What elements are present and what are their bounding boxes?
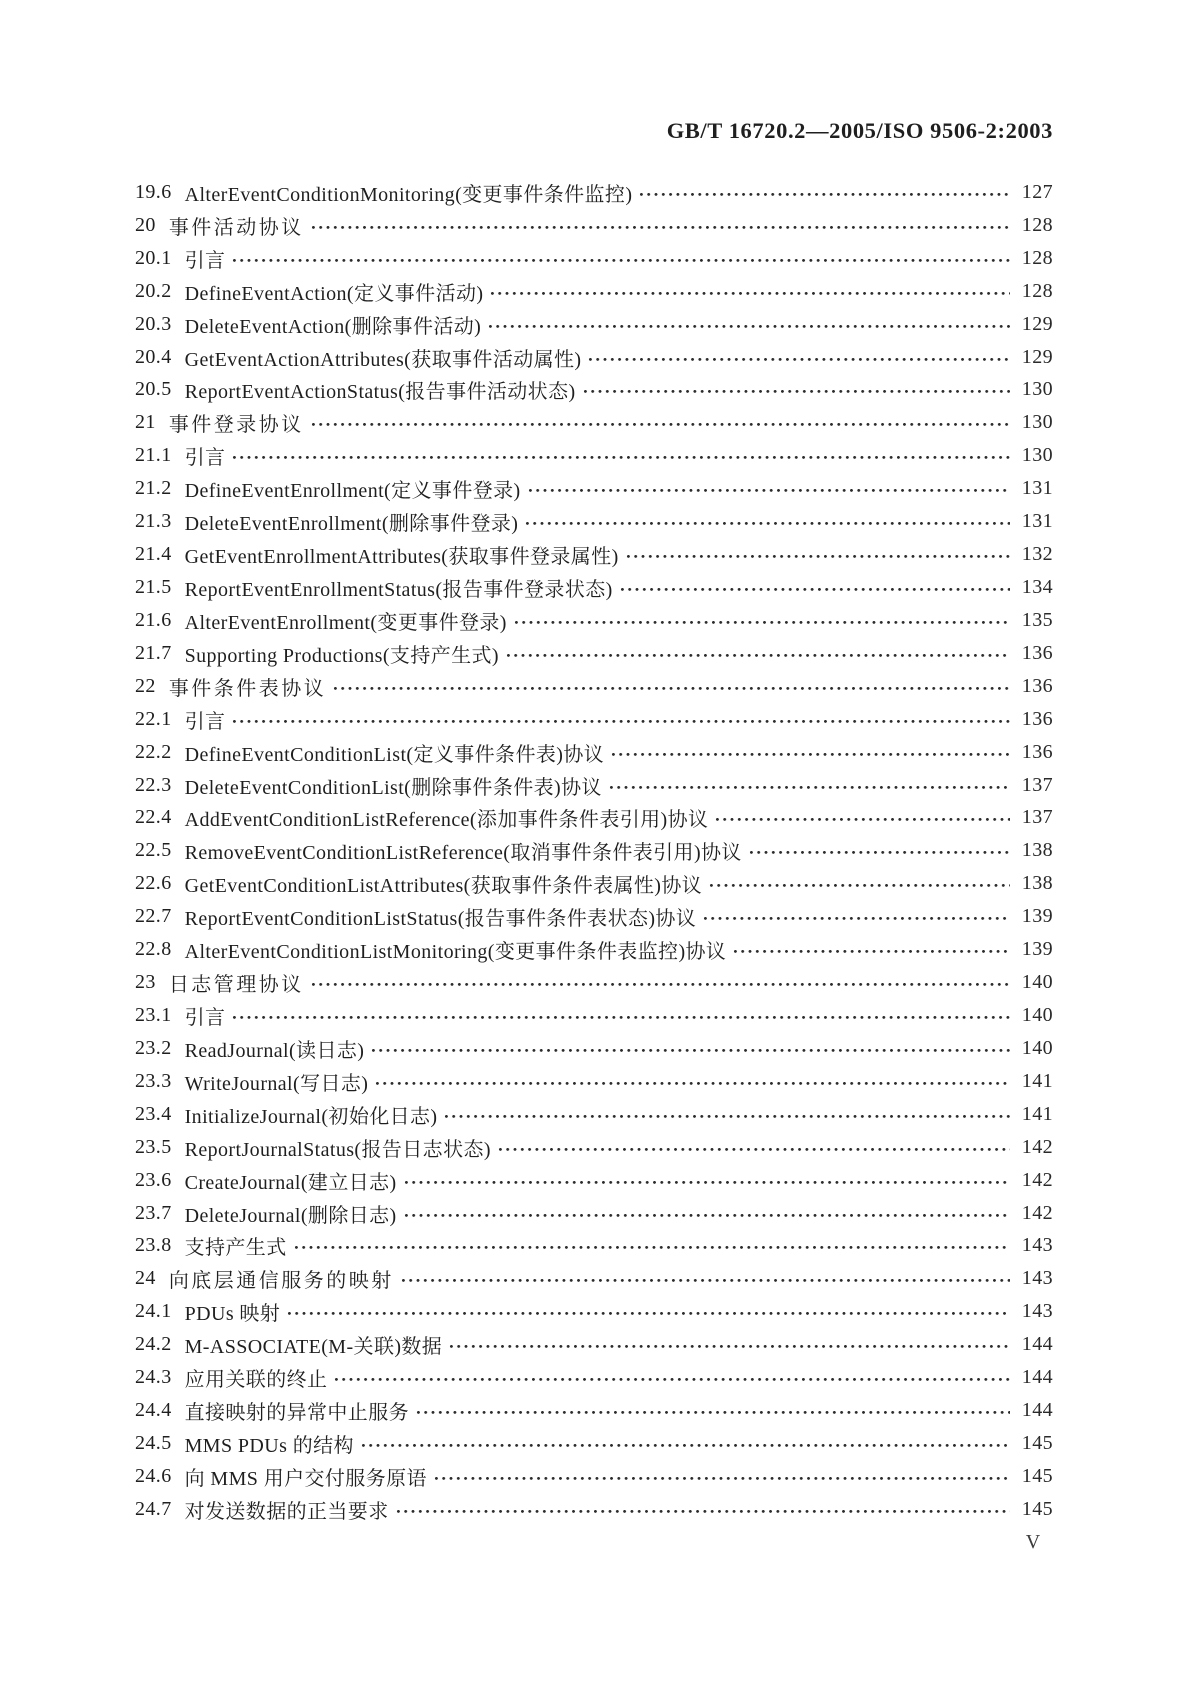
toc-entry <box>135 604 1053 637</box>
dot-leader <box>311 422 1010 427</box>
toc-entry-title: 应用关联的终止 <box>184 1369 328 1392</box>
toc-entry-number: 21.5 <box>135 576 172 599</box>
toc-entry-title: DeleteEventAction(删除事件活动) <box>184 315 482 338</box>
toc-entry-title: 直接映射的异常中止服务 <box>184 1402 410 1425</box>
dot-leader <box>609 785 1010 790</box>
toc-entry-number: 23.1 <box>135 1004 172 1026</box>
toc-entry-page: 143 <box>1021 1267 1053 1290</box>
toc-entry-page: 131 <box>1021 477 1053 500</box>
toc-entry <box>135 1460 1053 1493</box>
dot-leader <box>232 455 1010 460</box>
toc-entry-number: 23.6 <box>135 1168 172 1191</box>
toc-entry-number: 19.6 <box>135 180 172 203</box>
toc-entry <box>135 637 1053 670</box>
toc-entry-number: 24.7 <box>135 1497 172 1520</box>
toc-entry-number: 22.8 <box>135 938 172 961</box>
toc-entry <box>135 933 1053 966</box>
dot-leader <box>588 357 1010 362</box>
toc-entry <box>135 769 1053 802</box>
toc-entry-number: 22.1 <box>135 707 172 730</box>
toc-entry-page: 144 <box>1021 1399 1053 1422</box>
toc-entry-title: DefineEventAction(定义事件活动) <box>184 282 484 305</box>
toc-entry-title: 事件登录协议 <box>168 414 304 437</box>
toc-entry <box>135 1032 1053 1065</box>
toc-entry-number: 20.1 <box>135 246 172 269</box>
toc-entry-title: 引言 <box>184 249 226 272</box>
toc-entry-number: 24.3 <box>135 1366 172 1389</box>
dot-leader <box>611 752 1010 757</box>
toc-entry <box>135 472 1053 505</box>
toc-entry-page: 128 <box>1021 246 1053 269</box>
dot-leader <box>404 1213 1010 1218</box>
toc-entry-title: 引言 <box>184 447 226 470</box>
dot-leader <box>733 949 1010 954</box>
toc-entry-number: 20.5 <box>135 378 172 401</box>
toc-entry-page: 141 <box>1021 1069 1053 1092</box>
toc-entry <box>135 736 1053 769</box>
toc-entry-page: 140 <box>1021 1036 1053 1059</box>
toc-entry-title: 向 MMS 用户交付服务原语 <box>184 1467 427 1490</box>
toc-entry <box>135 176 1053 209</box>
toc-entry-number: 24 <box>135 1267 156 1290</box>
dot-leader <box>334 1377 1010 1382</box>
toc-entry-page: 145 <box>1021 1464 1053 1487</box>
dot-leader <box>361 1443 1010 1448</box>
dot-leader <box>287 1311 1010 1316</box>
toc-entry-number: 22.5 <box>135 839 172 862</box>
toc-entry-number: 23.8 <box>135 1234 172 1257</box>
dot-leader <box>294 1245 1010 1250</box>
toc-entry-title: 日志管理协议 <box>168 974 304 997</box>
dot-leader <box>333 686 1010 691</box>
toc-entry-title: 引言 <box>184 710 226 733</box>
toc-entry <box>135 900 1053 933</box>
toc-entry-title: AlterEventConditionMonitoring(变更事件条件监控) <box>184 183 633 206</box>
toc-entry-title: ReportEventActionStatus(报告事件活动状态) <box>184 381 576 404</box>
toc-entry-number: 20.4 <box>135 345 172 368</box>
toc-entry <box>135 1164 1053 1197</box>
toc-entry <box>135 1427 1053 1460</box>
toc-entry-title: ReportEventConditionListStatus(报告事件条件表状态)协议 <box>184 908 697 931</box>
toc-entry <box>135 834 1053 867</box>
dot-leader <box>404 1180 1010 1185</box>
toc-entry-title: DeleteEventEnrollment(删除事件登录) <box>184 513 519 536</box>
toc-entry-title: DefineEventConditionList(定义事件条件表)协议 <box>184 743 605 766</box>
toc-entry <box>135 1328 1053 1361</box>
toc-entry-page: 129 <box>1021 312 1053 335</box>
toc-entry <box>135 209 1053 242</box>
table-of-contents <box>135 176 1053 1526</box>
toc-entry-number: 23.3 <box>135 1069 172 1092</box>
toc-entry-page: 128 <box>1021 213 1053 236</box>
dot-leader <box>490 291 1010 296</box>
toc-entry <box>135 571 1053 604</box>
toc-entry <box>135 1394 1053 1427</box>
toc-entry-number: 21.1 <box>135 444 172 467</box>
dot-leader <box>311 982 1010 987</box>
toc-entry-number: 24.4 <box>135 1399 172 1422</box>
toc-entry-title: 对发送数据的正当要求 <box>184 1500 389 1523</box>
toc-entry <box>135 538 1053 571</box>
toc-entry-page: 135 <box>1021 608 1053 631</box>
toc-entry-title: DeleteEventConditionList(删除事件条件表)协议 <box>184 776 602 799</box>
dot-leader <box>715 817 1010 822</box>
toc-entry-number: 22.6 <box>135 872 172 895</box>
dot-leader <box>506 653 1010 658</box>
toc-entry-page: 143 <box>1021 1234 1053 1257</box>
toc-entry-title: ReportJournalStatus(报告日志状态) <box>184 1138 491 1161</box>
dot-leader <box>396 1509 1010 1514</box>
toc-entry-number: 23.7 <box>135 1201 172 1224</box>
toc-entry-number: 23.5 <box>135 1135 172 1158</box>
toc-entry-page: 142 <box>1021 1201 1053 1224</box>
toc-entry-title: 向底层通信服务的映射 <box>168 1270 394 1293</box>
dot-leader <box>639 192 1010 197</box>
dot-leader <box>232 1015 1010 1020</box>
toc-entry-page: 139 <box>1021 905 1053 928</box>
toc-entry <box>135 1065 1053 1098</box>
toc-entry-number: 23.4 <box>135 1102 172 1125</box>
toc-entry-number: 22.3 <box>135 773 172 796</box>
dot-leader <box>416 1410 1010 1415</box>
dot-leader <box>749 850 1010 855</box>
dot-leader <box>434 1476 1010 1481</box>
toc-entry-title: Supporting Productions(支持产生式) <box>184 644 499 667</box>
toc-entry <box>135 999 1053 1032</box>
toc-entry-page: 134 <box>1021 576 1053 599</box>
dot-leader <box>449 1344 1010 1349</box>
standard-code-header: GB/T 16720.2—2005/ISO 9506-2:2003 <box>666 118 1053 143</box>
dot-leader <box>583 389 1010 394</box>
toc-entry-title: WriteJournal(写日志) <box>184 1072 369 1095</box>
toc-entry-title: PDUs 映射 <box>184 1303 281 1326</box>
toc-entry-page: 130 <box>1021 378 1053 401</box>
toc-entry-number: 21.3 <box>135 510 172 533</box>
dot-leader <box>232 719 1010 724</box>
toc-entry-title: AlterEventConditionListMonitoring(变更事件条件表监控)协议 <box>184 941 727 964</box>
toc-entry-title: InitializeJournal(初始化日志) <box>184 1105 438 1128</box>
toc-entry-page: 127 <box>1021 180 1053 203</box>
toc-entry-title: MMS PDUs 的结构 <box>184 1434 354 1457</box>
toc-entry-number: 23.2 <box>135 1036 172 1059</box>
dot-leader <box>444 1114 1010 1119</box>
toc-entry <box>135 1295 1053 1328</box>
toc-entry-page: 136 <box>1021 740 1053 763</box>
toc-entry-page: 144 <box>1021 1333 1053 1356</box>
toc-entry-number: 24.6 <box>135 1464 172 1487</box>
dot-leader <box>311 225 1010 230</box>
toc-entry-number: 24.5 <box>135 1431 172 1454</box>
toc-entry-title: DefineEventEnrollment(定义事件登录) <box>184 480 521 503</box>
toc-entry-title: GetEventEnrollmentAttributes(获取事件登录属性) <box>184 546 619 569</box>
toc-entry <box>135 867 1053 900</box>
toc-entry <box>135 1230 1053 1263</box>
dot-leader <box>401 1278 1010 1283</box>
toc-entry-number: 20 <box>135 213 156 236</box>
toc-entry-title: DeleteJournal(删除日志) <box>184 1204 397 1227</box>
toc-entry <box>135 1131 1053 1164</box>
toc-entry-title: ReadJournal(读日志) <box>184 1039 365 1062</box>
toc-entry-page: 137 <box>1021 806 1053 829</box>
toc-entry-page: 142 <box>1021 1168 1053 1191</box>
toc-entry-number: 21.4 <box>135 543 172 566</box>
dot-leader <box>371 1048 1010 1053</box>
toc-entry-title: RemoveEventConditionListReference(取消事件条件表引用)协议 <box>184 842 742 865</box>
toc-entry-number: 22 <box>135 674 156 697</box>
toc-entry-page: 128 <box>1021 279 1053 302</box>
toc-entry-title: 支持产生式 <box>184 1237 287 1260</box>
toc-entry-number: 24.2 <box>135 1333 172 1356</box>
toc-entry <box>135 1197 1053 1230</box>
toc-entry-number: 21 <box>135 411 156 434</box>
toc-entry <box>135 802 1053 835</box>
toc-entry <box>135 406 1053 439</box>
toc-entry-number: 21.7 <box>135 641 172 664</box>
toc-entry-title: AlterEventEnrollment(变更事件登录) <box>184 611 507 634</box>
dot-leader <box>626 554 1010 559</box>
toc-entry <box>135 275 1053 308</box>
toc-entry-page: 139 <box>1021 938 1053 961</box>
toc-entry-page: 132 <box>1021 543 1053 566</box>
toc-entry <box>135 242 1053 275</box>
toc-entry-title: 事件条件表协议 <box>168 677 327 700</box>
toc-entry-title: ReportEventEnrollmentStatus(报告事件登录状态) <box>184 579 613 602</box>
toc-entry-number: 20.3 <box>135 312 172 335</box>
toc-entry <box>135 505 1053 538</box>
toc-entry-number: 24.1 <box>135 1300 172 1323</box>
toc-entry-page: 137 <box>1021 773 1053 796</box>
toc-entry-page: 138 <box>1021 872 1053 895</box>
toc-entry-page: 141 <box>1021 1102 1053 1125</box>
toc-entry-page: 136 <box>1021 674 1053 697</box>
toc-entry-page: 136 <box>1021 641 1053 664</box>
toc-entry <box>135 374 1053 407</box>
dot-leader <box>232 258 1010 263</box>
toc-entry-number: 22.7 <box>135 905 172 928</box>
toc-entry <box>135 1098 1053 1131</box>
toc-entry-number: 22.4 <box>135 806 172 829</box>
toc-entry <box>135 1493 1053 1526</box>
toc-entry-title: GetEventActionAttributes(获取事件活动属性) <box>184 348 582 371</box>
toc-entry <box>135 670 1053 703</box>
toc-entry-number: 20.2 <box>135 279 172 302</box>
dot-leader <box>375 1081 1010 1086</box>
toc-entry-page: 140 <box>1021 971 1053 994</box>
toc-entry-title: 事件活动协议 <box>168 216 304 239</box>
toc-entry <box>135 439 1053 472</box>
toc-entry <box>135 966 1053 999</box>
toc-entry-page: 144 <box>1021 1366 1053 1389</box>
dot-leader <box>620 587 1010 592</box>
toc-entry <box>135 1262 1053 1295</box>
dot-leader <box>498 1147 1010 1152</box>
toc-entry-number: 21.6 <box>135 608 172 631</box>
dot-leader <box>528 488 1010 493</box>
toc-entry-page: 145 <box>1021 1497 1053 1520</box>
toc-entry-page: 130 <box>1021 411 1053 434</box>
toc-entry-title: CreateJournal(建立日志) <box>184 1171 397 1194</box>
toc-entry <box>135 703 1053 736</box>
dot-leader <box>703 916 1010 921</box>
toc-entry-page: 143 <box>1021 1300 1053 1323</box>
toc-entry-page: 130 <box>1021 444 1053 467</box>
dot-leader <box>709 883 1010 888</box>
toc-entry <box>135 308 1053 341</box>
dot-leader <box>525 521 1010 526</box>
toc-entry-page: 129 <box>1021 345 1053 368</box>
page-number-roman: V <box>1025 1531 1041 1553</box>
toc-entry-title: AddEventConditionListReference(添加事件条件表引用)协议 <box>184 809 709 832</box>
toc-entry-title: M-ASSOCIATE(M-关联)数据 <box>184 1336 443 1359</box>
toc-entry-number: 21.2 <box>135 477 172 500</box>
toc-entry-title: GetEventConditionListAttributes(获取事件条件表属性)协议 <box>184 875 703 898</box>
toc-entry-page: 142 <box>1021 1135 1053 1158</box>
dot-leader <box>488 324 1010 329</box>
toc-entry-page: 138 <box>1021 839 1053 862</box>
toc-entry-page: 140 <box>1021 1004 1053 1026</box>
toc-entry-page: 145 <box>1021 1431 1053 1454</box>
toc-entry <box>135 341 1053 374</box>
toc-entry-page: 136 <box>1021 707 1053 730</box>
dot-leader <box>514 620 1010 625</box>
toc-entry <box>135 1361 1053 1394</box>
toc-entry-title: 引言 <box>184 1007 226 1029</box>
toc-entry-number: 23 <box>135 971 156 994</box>
toc-entry-number: 22.2 <box>135 740 172 763</box>
toc-entry-page: 131 <box>1021 510 1053 533</box>
